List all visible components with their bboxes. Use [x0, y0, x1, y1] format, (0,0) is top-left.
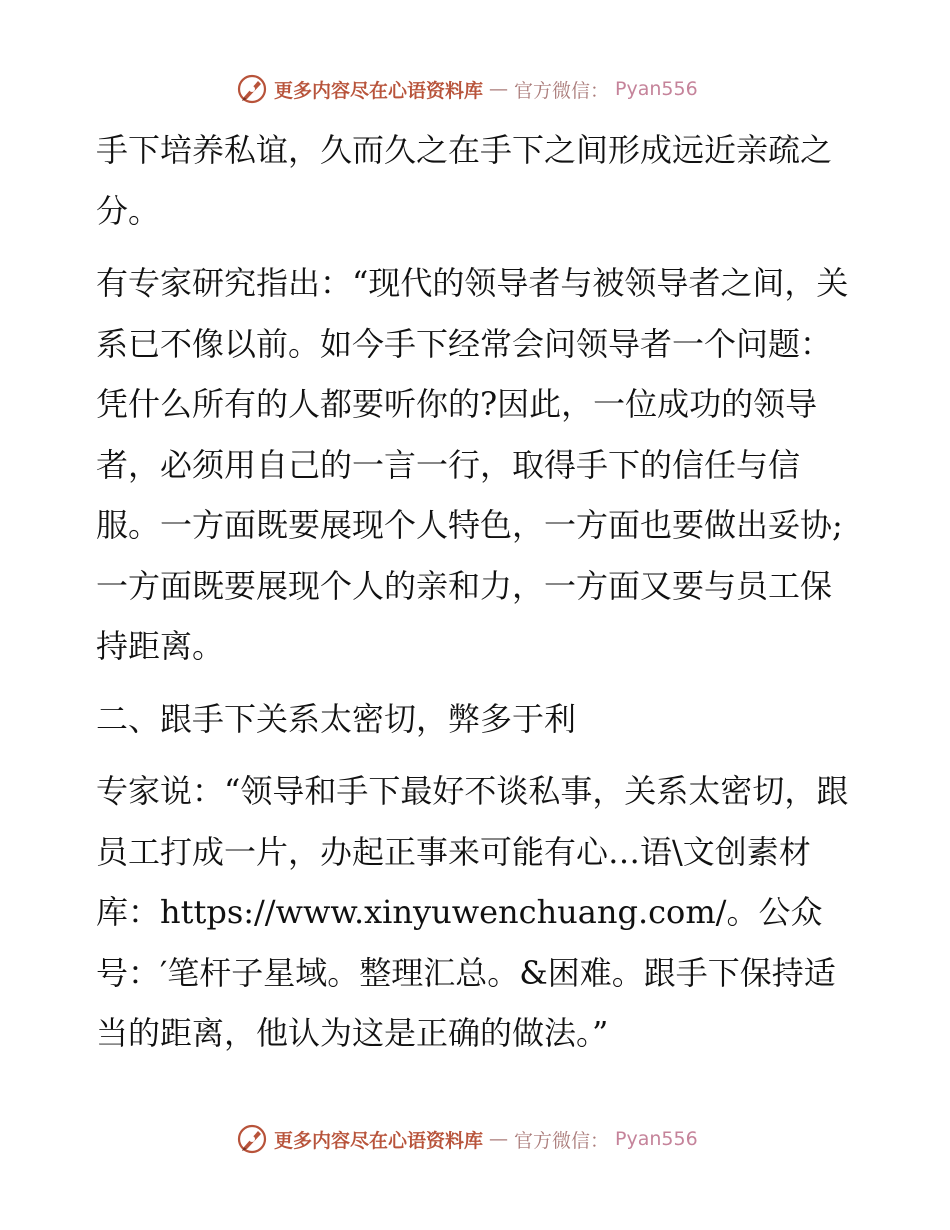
quill-pen-logo-icon — [236, 73, 268, 105]
paragraph: 专家说：“领导和手下最好不谈私事，关系太密切，跟员工打成一片，办起正事来可能有心…语\文创素材库：https://www.xinyuwenchuang.com/。公众号：′笔杆子星域。整理汇总。&困难。跟手下保持适当的距离，他认为这是正确的做法。” — [96, 772, 849, 1052]
document-body — [96, 120, 856, 1064]
watermark-separator: — — [489, 1128, 509, 1150]
watermark-brand-text: 更多内容尽在心语资料库 — [274, 1129, 484, 1152]
watermark-official-label: 官方微信： — [514, 79, 610, 102]
watermark-wechat-id: Pyan556 — [615, 78, 698, 100]
header-watermark — [236, 72, 698, 106]
paragraph: 手下培养私谊，久而久之在手下之间形成远近亲疏之分。 — [96, 131, 833, 230]
paragraph: 有专家研究指出：“现代的领导者与被领导者之间，关系已不像以前。如今手下经常会问领导者一个问题：凭什么所有的人都要听你的?因此，一位成功的领导者，必须用自己的一言一行，取得手下的信任与信服。一方面既要展现个人特色，一方面也要做出妥协;一方面既要展现个人的亲和力，一方面又要与员工保持距离。 — [96, 264, 849, 665]
watermark-wechat-id: Pyan556 — [615, 1128, 698, 1150]
section-heading: 二、跟手下关系太密切，弊多于利 — [96, 699, 577, 738]
watermark-brand-text: 更多内容尽在心语资料库 — [274, 79, 484, 102]
watermark-official-label: 官方微信： — [514, 1129, 610, 1152]
footer-watermark — [236, 1122, 698, 1156]
quill-pen-logo-icon — [236, 1123, 268, 1155]
watermark-separator: — — [489, 78, 509, 100]
